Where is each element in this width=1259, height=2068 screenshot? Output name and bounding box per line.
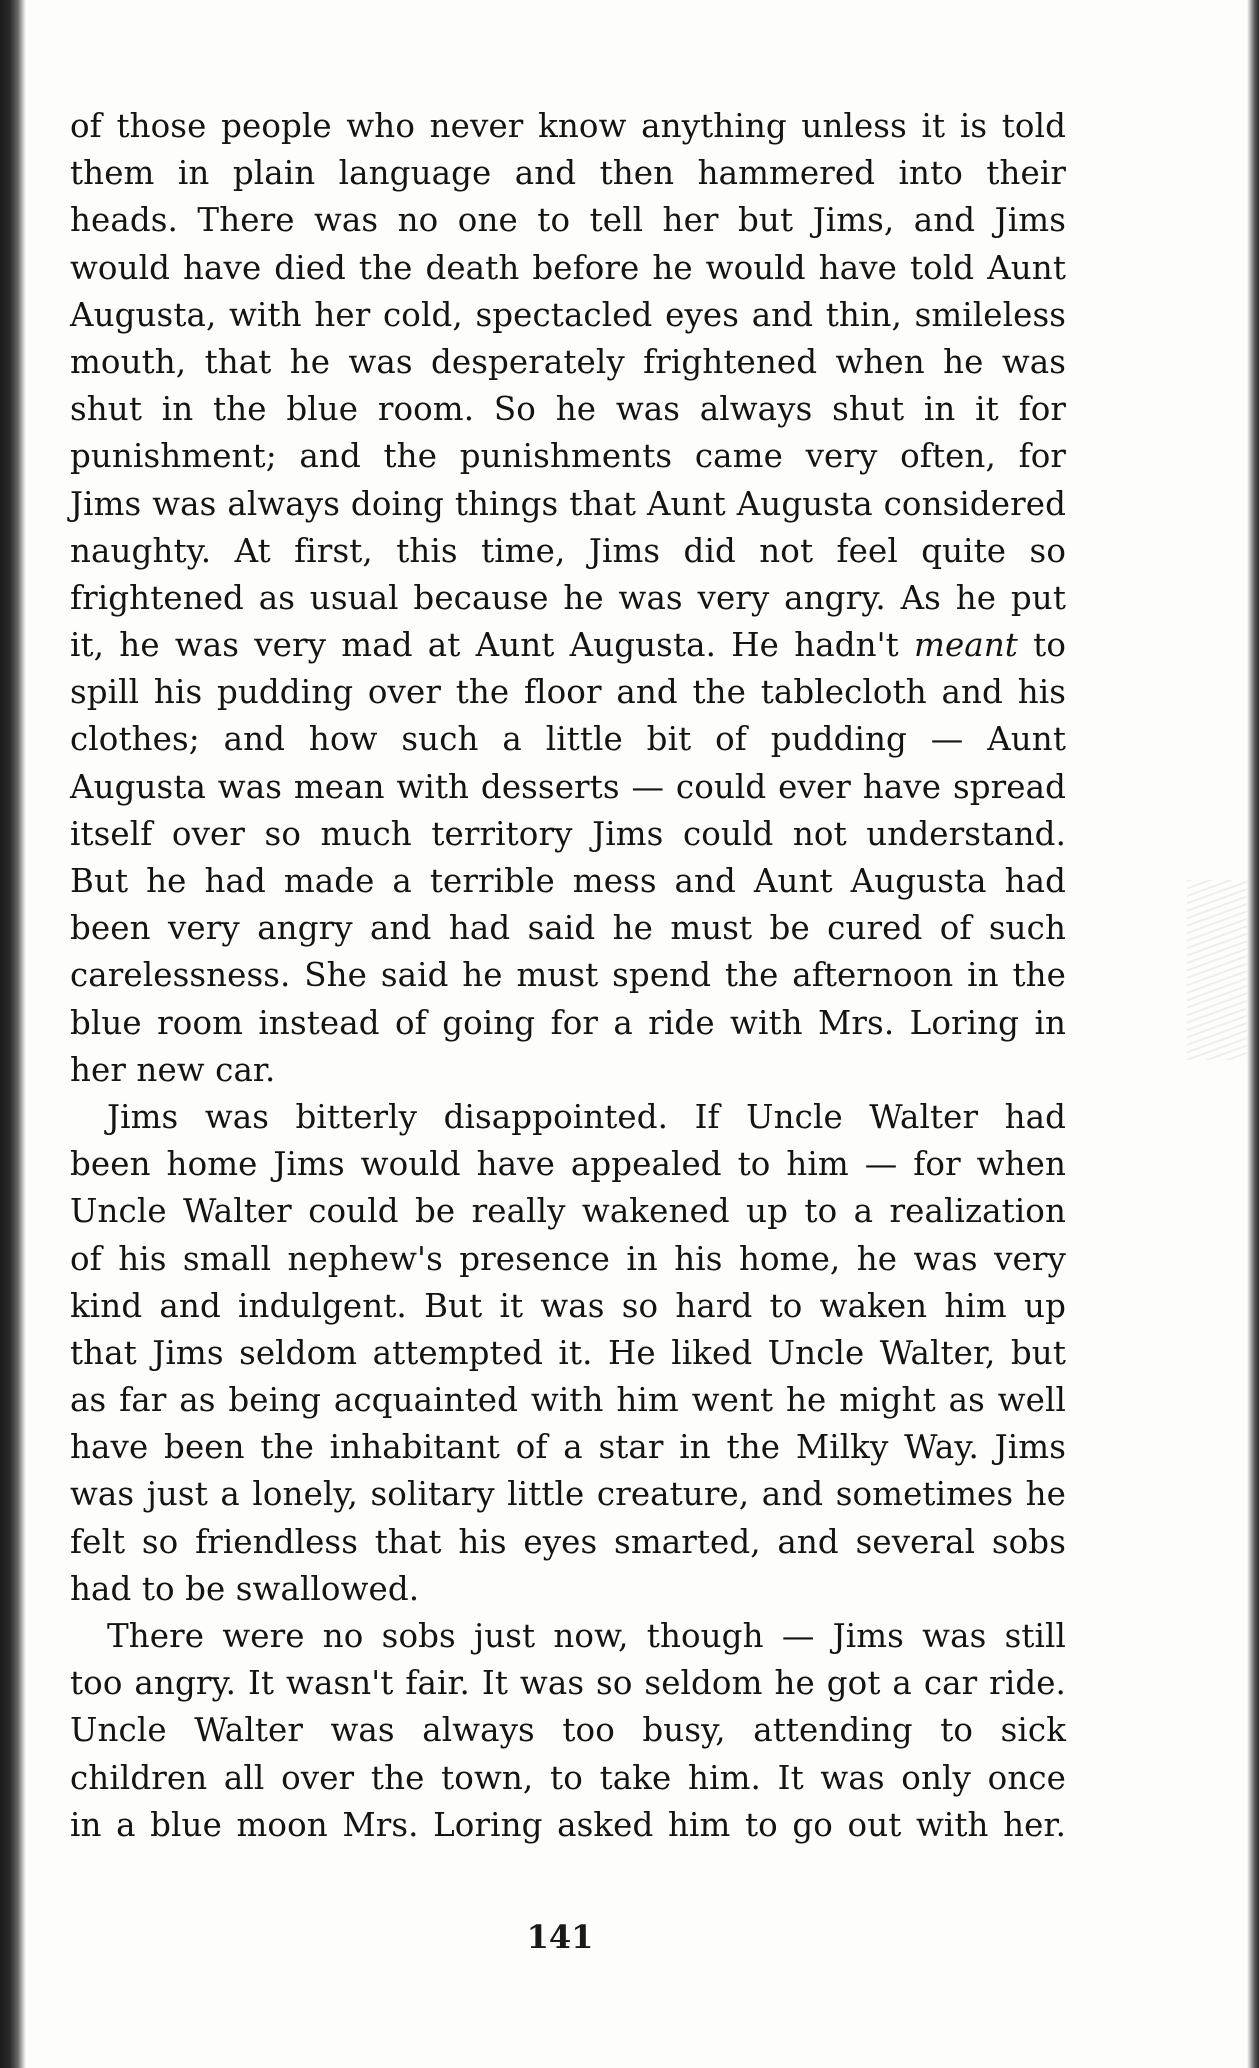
text-line: Jims was always doing things that Aunt Augusta considered bbox=[70, 484, 1066, 523]
text-line: too angry. It wasn't fair. It was so seldom he got a car ride. bbox=[70, 1664, 1066, 1703]
page-edge-shadow bbox=[1247, 0, 1259, 2068]
text-line: carelessness. She said he must spend the afternoon in the bbox=[70, 956, 1066, 995]
text-line: heads. There was no one to tell her but Jims, and Jims bbox=[70, 201, 1066, 240]
text-line: kind and indulgent. But it was so hard to waken him up bbox=[70, 1286, 1066, 1325]
text-line: Uncle Walter could be really wakened up to a realization bbox=[70, 1192, 1066, 1231]
text-line: Uncle Walter was always too busy, attending to sick bbox=[70, 1711, 1066, 1750]
text-line: itself over so much territory Jims could not understand. bbox=[70, 814, 1066, 853]
text-line: would have died the death before he would have told Aunt bbox=[70, 248, 1066, 287]
text-line: felt so friendless that his eyes smarted, and several sobs bbox=[70, 1522, 1066, 1561]
text-line: have been the inhabitant of a star in the Milky Way. Jims bbox=[70, 1428, 1066, 1467]
emphasis-word: meant bbox=[914, 626, 1018, 665]
text-line: them in plain language and then hammered into their bbox=[70, 154, 1066, 193]
text-line: that Jims seldom attempted it. He liked Uncle Walter, but bbox=[70, 1333, 1066, 1372]
text-line: shut in the blue room. So he was always shut in it for bbox=[70, 390, 1066, 429]
binding-shadow bbox=[0, 0, 26, 2068]
text-line-mixed bbox=[70, 622, 1066, 669]
text-line: of those people who never know anything unless it is told bbox=[70, 107, 1066, 145]
text-line: spill his pudding over the floor and the tablecloth and his bbox=[70, 673, 1066, 712]
text-line: blue room instead of going for a ride with Mrs. Loring in bbox=[70, 1003, 1066, 1042]
scan-noise bbox=[1187, 880, 1247, 1060]
text-line: was just a lonely, solitary little creature, and sometimes he bbox=[70, 1475, 1066, 1514]
text-segment: to bbox=[1033, 626, 1066, 665]
text-line: Jims was bitterly disappointed. If Uncle Walter had bbox=[107, 1097, 1066, 1136]
text-line: naughty. At first, this time, Jims did not feel quite so bbox=[70, 531, 1066, 570]
text-line: been home Jims would have appealed to him — for when bbox=[70, 1145, 1066, 1184]
page-number: 141 bbox=[526, 1918, 594, 1956]
text-line: There were no sobs just now, though — Jims was still bbox=[107, 1617, 1066, 1655]
text-line: been very angry and had said he must be cured of such bbox=[70, 909, 1066, 948]
text-line: mouth, that he was desperately frightened when he was bbox=[70, 342, 1066, 381]
text-line: punishment; and the punishments came very often, for bbox=[70, 437, 1066, 476]
text-line: But he had made a terrible mess and Aunt Augusta had bbox=[70, 862, 1066, 900]
text-line: as far as being acquainted with him went he might as well bbox=[70, 1381, 1066, 1420]
text-line: clothes; and how such a little bit of pudding — Aunt bbox=[70, 720, 1066, 759]
text-line: Augusta, with her cold, spectacled eyes and thin, smileless bbox=[70, 295, 1066, 334]
text-segment: it, he was very mad at Aunt Augusta. He hadn't bbox=[70, 626, 899, 665]
text-line: Augusta was mean with desserts — could ever have spread bbox=[70, 767, 1066, 806]
text-line: of his small nephew's presence in his home, he was very bbox=[70, 1239, 1066, 1278]
text-line: had to be swallowed. bbox=[70, 1569, 420, 1608]
text-line: her new car. bbox=[70, 1050, 276, 1089]
text-line: in a blue moon Mrs. Loring asked him to go out with her. bbox=[70, 1805, 1066, 1844]
body-text bbox=[70, 103, 1066, 1849]
text-line: frightened as usual because he was very angry. As he put bbox=[70, 578, 1066, 617]
text-line: children all over the town, to take him. It was only once bbox=[70, 1758, 1066, 1797]
